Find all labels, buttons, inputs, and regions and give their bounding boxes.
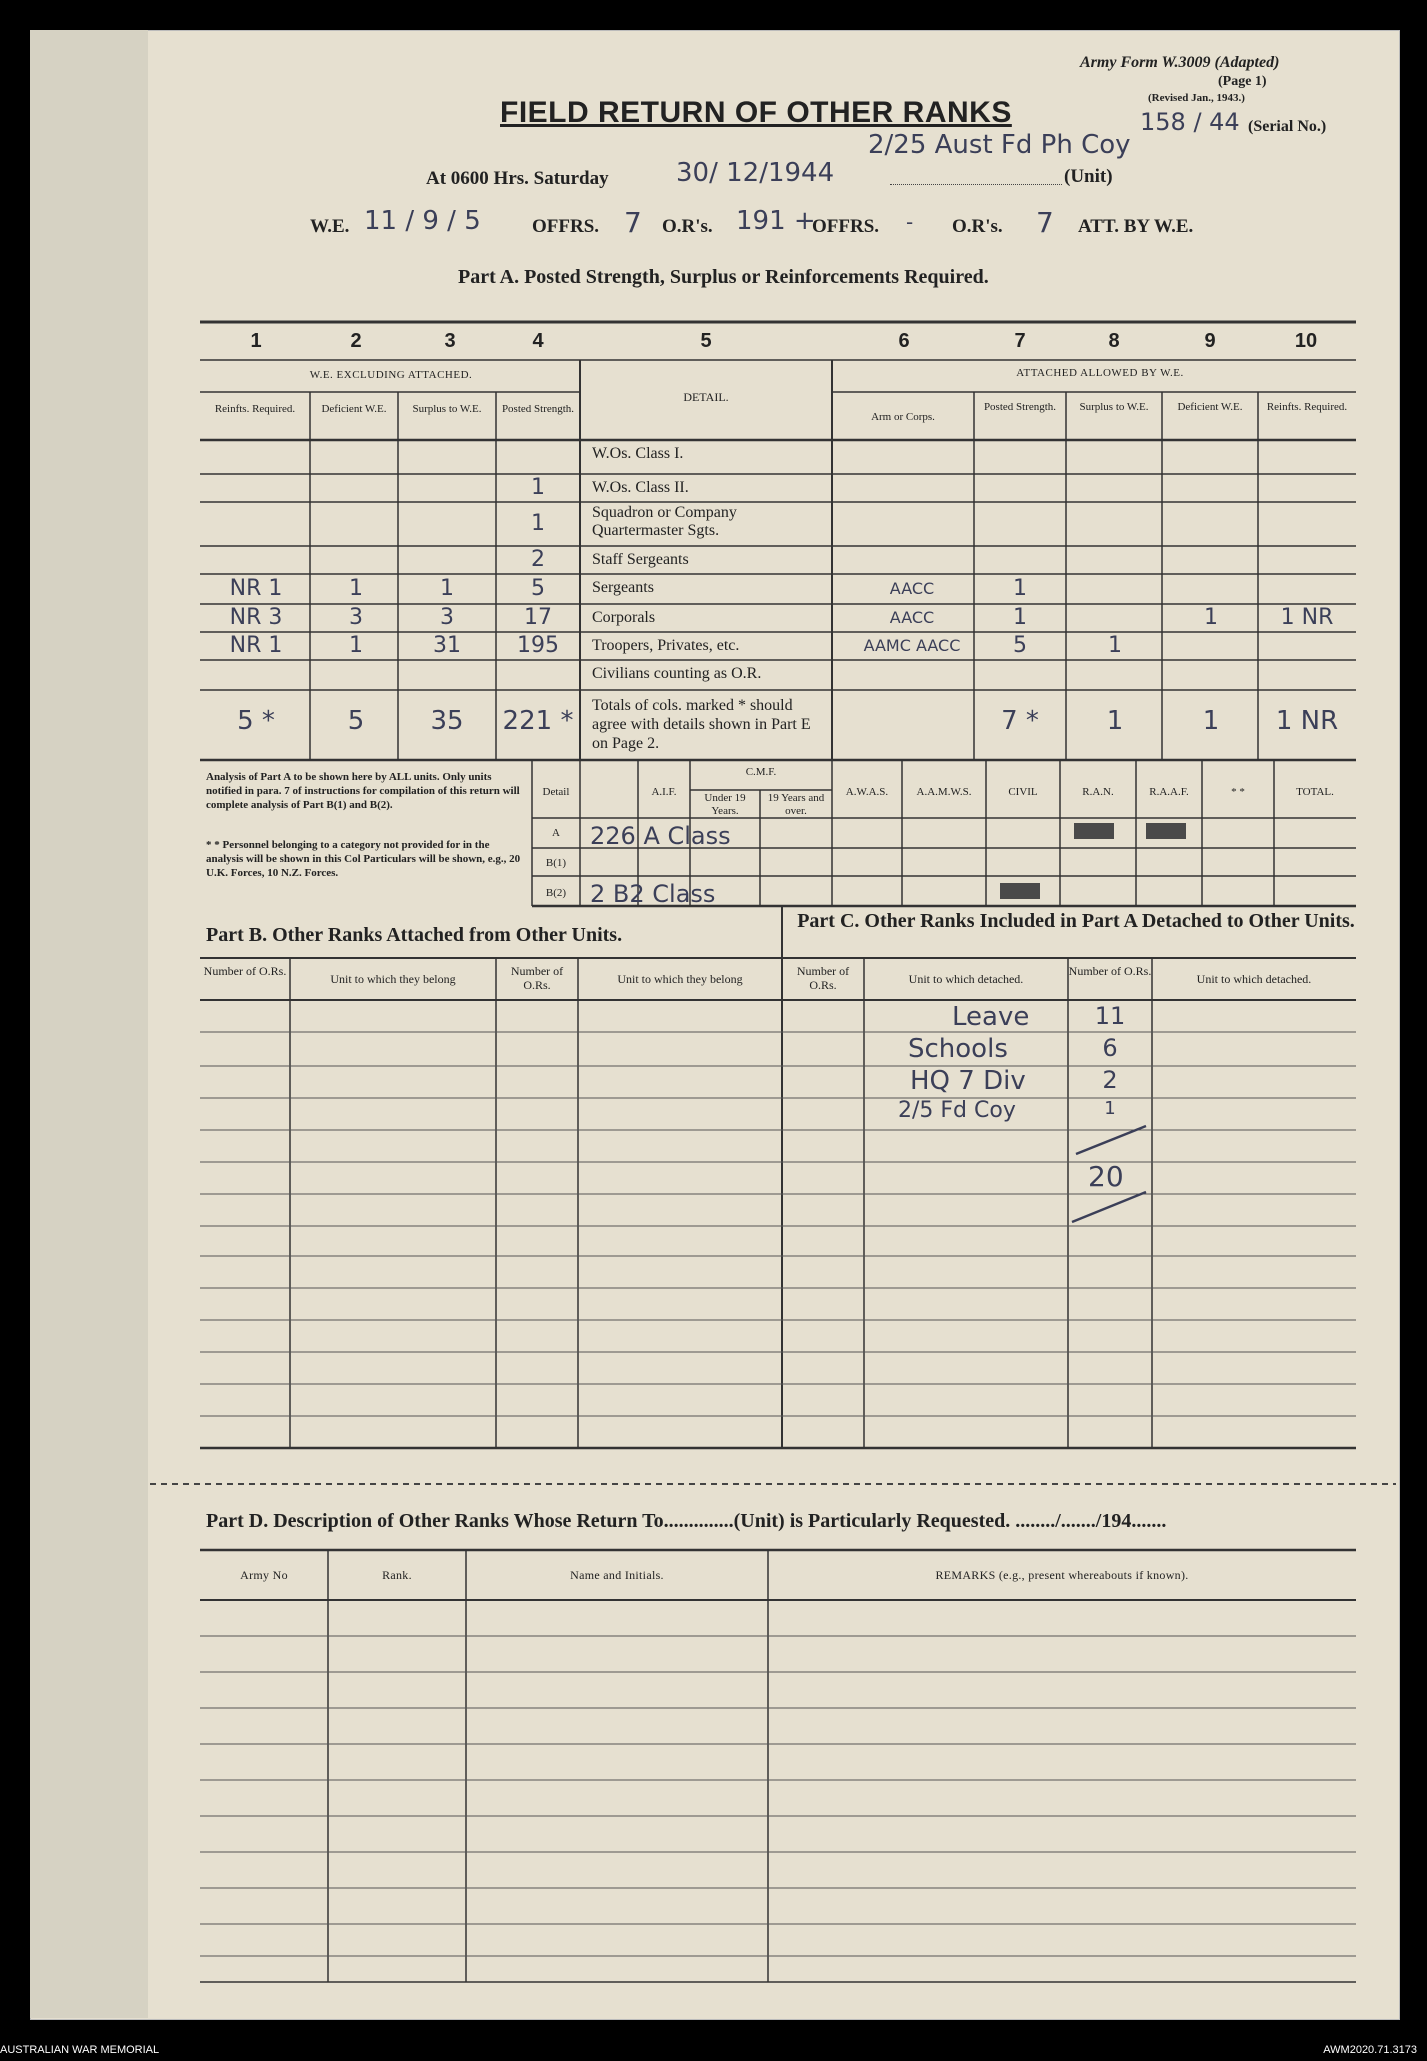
part-d-title: Part D. Description of Other Ranks Whose Return To..............(Unit) is Particularly Requested. ......../......./194....... <box>206 1510 1167 1532</box>
analysis-header: A.W.A.S. <box>845 786 889 798</box>
serial-label: (Serial No.) <box>1248 118 1327 135</box>
row-detail: Staff Sergeants <box>592 551 689 568</box>
row-value-c2: 3 <box>349 605 363 630</box>
row-value-c8: 1 <box>1108 633 1122 658</box>
form-title: FIELD RETURN OF OTHER RANKS <box>500 96 1012 129</box>
analysis-header: CIVIL <box>1008 786 1038 798</box>
totals-value-c2: 5 <box>347 706 365 736</box>
we-excl-header: W.E. EXCLUDING ATTACHED. <box>309 369 473 381</box>
analysis-header: * * <box>1231 786 1245 798</box>
totals-value-c4: 221 * <box>502 706 574 736</box>
sub-header: Posted Strength. <box>983 401 1057 413</box>
analysis-header: R.A.A.F. <box>1149 786 1189 798</box>
part-c-entry-num: 1 <box>1104 1098 1116 1119</box>
column-number: 5 <box>700 330 712 352</box>
row-detail: Corporals <box>592 609 656 626</box>
part-c-entry-num: 6 <box>1102 1034 1118 1062</box>
row-value-c4: 1 <box>531 475 545 500</box>
analysis-header: 19 Years and over. <box>767 792 825 817</box>
part-c-entry-unit: HQ 7 Div <box>910 1066 1026 1096</box>
analysis-row-label: B(1) <box>545 857 567 869</box>
ors-value: 191 + <box>736 206 816 236</box>
unit-label: (Unit) <box>1064 166 1113 187</box>
footer-right: AWM2020.71.3173 <box>1323 2044 1417 2056</box>
column-number: 6 <box>898 330 910 352</box>
totals-detail: Totals of cols. marked * should agree with details shown in Part E on Page 2. <box>592 697 811 752</box>
column-number: 1 <box>250 330 262 352</box>
row-value-c6: AAMC AACC <box>863 636 961 655</box>
part-c-entry-unit: Leave <box>952 1002 1030 1032</box>
row-value-c4: 5 <box>531 576 545 601</box>
row-value-c1: NR 1 <box>229 633 283 658</box>
row-value-c2: 1 <box>349 576 363 601</box>
offrs-label: OFFRS. <box>532 216 600 237</box>
part-d-header: REMARKS (e.g., present whereabouts if known). <box>935 1568 1189 1582</box>
row-value-c4: 17 <box>524 605 552 630</box>
sub-header: Posted Strength. <box>501 403 575 415</box>
offrs-value: 7 <box>624 206 642 239</box>
offrs2-value: - <box>906 210 914 234</box>
footer-left: AUSTRALIAN WAR MEMORIAL <box>0 2044 160 2056</box>
row-detail: W.Os. Class I. <box>592 445 684 462</box>
row-value-c9: 1 <box>1204 605 1218 630</box>
sub-header: Reinfts. Required. <box>1266 401 1348 413</box>
unit-handwritten: 2/25 Aust Fd Ph Coy <box>868 130 1131 160</box>
we-label: W.E. <box>310 216 350 237</box>
totals-value-c9: 1 <box>1202 706 1220 736</box>
analysis-note-1: Analysis of Part A to be shown here by ALL units. Only units notified in para. 7 of instructions for compilation of this return will complete analysis of Part B(1) and B(2). <box>206 771 520 811</box>
row-value-c2: 1 <box>349 633 363 658</box>
shaded-cell <box>1146 823 1186 839</box>
analysis-row-a-entry: 226 A Class <box>590 822 731 850</box>
part-c-entry-unit: Schools <box>908 1034 1008 1064</box>
row-value-c3: 1 <box>440 576 454 601</box>
ors2-label: O.R's. <box>952 216 1003 237</box>
totals-value-c3: 35 <box>430 706 464 736</box>
part-b-header: Number of O.Rs. <box>510 964 564 992</box>
part-b-header: Unit to which they belong <box>330 972 456 986</box>
page-number: (Page 1) <box>1218 74 1267 89</box>
analysis-row-b2-entry: 2 B2 Class <box>590 880 716 908</box>
sub-header: Surplus to W.E. <box>1079 401 1149 413</box>
row-value-c6: AACC <box>889 579 935 598</box>
analysis-header: C.M.F. <box>745 766 777 778</box>
part-d-header: Name and Initials. <box>570 1568 664 1582</box>
part-c-header: Unit to which detached. <box>908 972 1024 986</box>
form-id: Army Form W.3009 (Adapted) <box>1080 54 1280 71</box>
row-detail: W.Os. Class II. <box>592 479 689 496</box>
part-b-header: Number of O.Rs. <box>203 964 287 978</box>
row-value-c7: 1 <box>1013 605 1027 630</box>
totals-value-c1: 5 * <box>237 706 275 736</box>
column-number: 3 <box>444 330 456 352</box>
row-value-c1: NR 3 <box>229 605 283 630</box>
analysis-header: TOTAL. <box>1296 786 1334 798</box>
part-a-title: Part A. Posted Strength, Surplus or Reinforcements Required. <box>458 266 989 288</box>
row-value-c1: NR 1 <box>229 576 283 601</box>
totals-value-c10: 1 NR <box>1275 706 1339 736</box>
row-detail: Troopers, Privates, etc. <box>592 637 740 654</box>
offrs2-label: OFFRS. <box>812 216 880 237</box>
analysis-row-label: A <box>552 827 560 839</box>
row-value-c3: 31 <box>433 633 461 658</box>
column-number: 2 <box>350 330 362 352</box>
totals-value-c7: 7 * <box>1001 706 1039 736</box>
row-value-c6: AACC <box>889 608 935 627</box>
row-value-c3: 3 <box>440 605 454 630</box>
shaded-cell <box>1000 883 1040 899</box>
shaded-cell <box>1074 823 1114 839</box>
row-value-c7: 1 <box>1013 576 1027 601</box>
part-c-entry-num: 2 <box>1102 1066 1118 1094</box>
serial-value: 158 / 44 <box>1140 108 1240 136</box>
analysis-note-2: * * Personnel belonging to a category not provided for in the analysis will be shown in this Col Particulars will be shown, e.g., 20 U.K. Forces, 10 N.Z. Forces. <box>206 839 521 879</box>
sub-header: Deficient W.E. <box>321 403 387 415</box>
part-c-header: Number of O.Rs. <box>796 964 850 992</box>
part-b-title: Part B. Other Ranks Attached from Other Units. <box>206 924 623 946</box>
we-value: 11 / 9 / 5 <box>364 206 481 236</box>
column-number: 4 <box>532 330 544 352</box>
row-detail: Civilians counting as O.R. <box>592 665 762 682</box>
revised-date: (Revised Jan., 1943.) <box>1148 92 1245 104</box>
part-d-header: Rank. <box>382 1568 412 1582</box>
column-number: 8 <box>1108 330 1120 352</box>
attached-header: ATTACHED ALLOWED BY W.E. <box>1016 367 1184 379</box>
row-value-c4: 1 <box>531 511 545 536</box>
part-c-title: Part C. Other Ranks Included in Part A Detached to Other Units. <box>797 910 1355 932</box>
analysis-header: Detail <box>542 786 570 798</box>
analysis-header: Under 19 Years. <box>704 792 746 817</box>
part-c-total: 20 <box>1088 1160 1124 1193</box>
analysis-header: R.A.N. <box>1082 786 1114 798</box>
row-value-c10: 1 NR <box>1280 605 1334 630</box>
column-number: 9 <box>1204 330 1216 352</box>
analysis-header: A.A.M.W.S. <box>916 786 972 798</box>
part-b-header: Unit to which they belong <box>617 972 743 986</box>
row-value-c4: 2 <box>531 547 545 572</box>
att-label: ATT. BY W.E. <box>1078 216 1194 237</box>
row-value-c4: 195 <box>517 633 559 658</box>
part-d-header: Army No <box>240 1568 288 1582</box>
totals-value-c8: 1 <box>1106 706 1124 736</box>
sub-header: Deficient W.E. <box>1177 401 1243 413</box>
part-c-entry-num: 11 <box>1094 1002 1126 1030</box>
analysis-header: A.I.F. <box>651 786 677 798</box>
column-number: 10 <box>1294 330 1318 352</box>
ors-label: O.R's. <box>662 216 713 237</box>
part-c-header: Unit to which detached. <box>1196 972 1312 986</box>
sub-header: Surplus to W.E. <box>412 403 482 415</box>
part-c-header: Number of O.Rs. <box>1068 964 1152 978</box>
date-value: 30/ 12/1944 <box>676 158 835 188</box>
column-number: 7 <box>1014 330 1026 352</box>
ors2-value: 7 <box>1036 206 1054 239</box>
row-detail: Sergeants <box>592 579 654 596</box>
detail-header: DETAIL. <box>683 390 729 404</box>
analysis-row-label: B(2) <box>545 887 567 899</box>
row-detail: Squadron or Company Quartermaster Sgts. <box>592 504 737 539</box>
sub-header: Arm or Corps. <box>871 411 935 423</box>
row-value-c7: 5 <box>1013 633 1027 658</box>
part-c-entry-unit: 2/5 Fd Coy <box>898 1098 1016 1123</box>
sub-header: Reinfts. Required. <box>214 403 296 415</box>
at-line-label: At 0600 Hrs. Saturday <box>426 168 609 189</box>
